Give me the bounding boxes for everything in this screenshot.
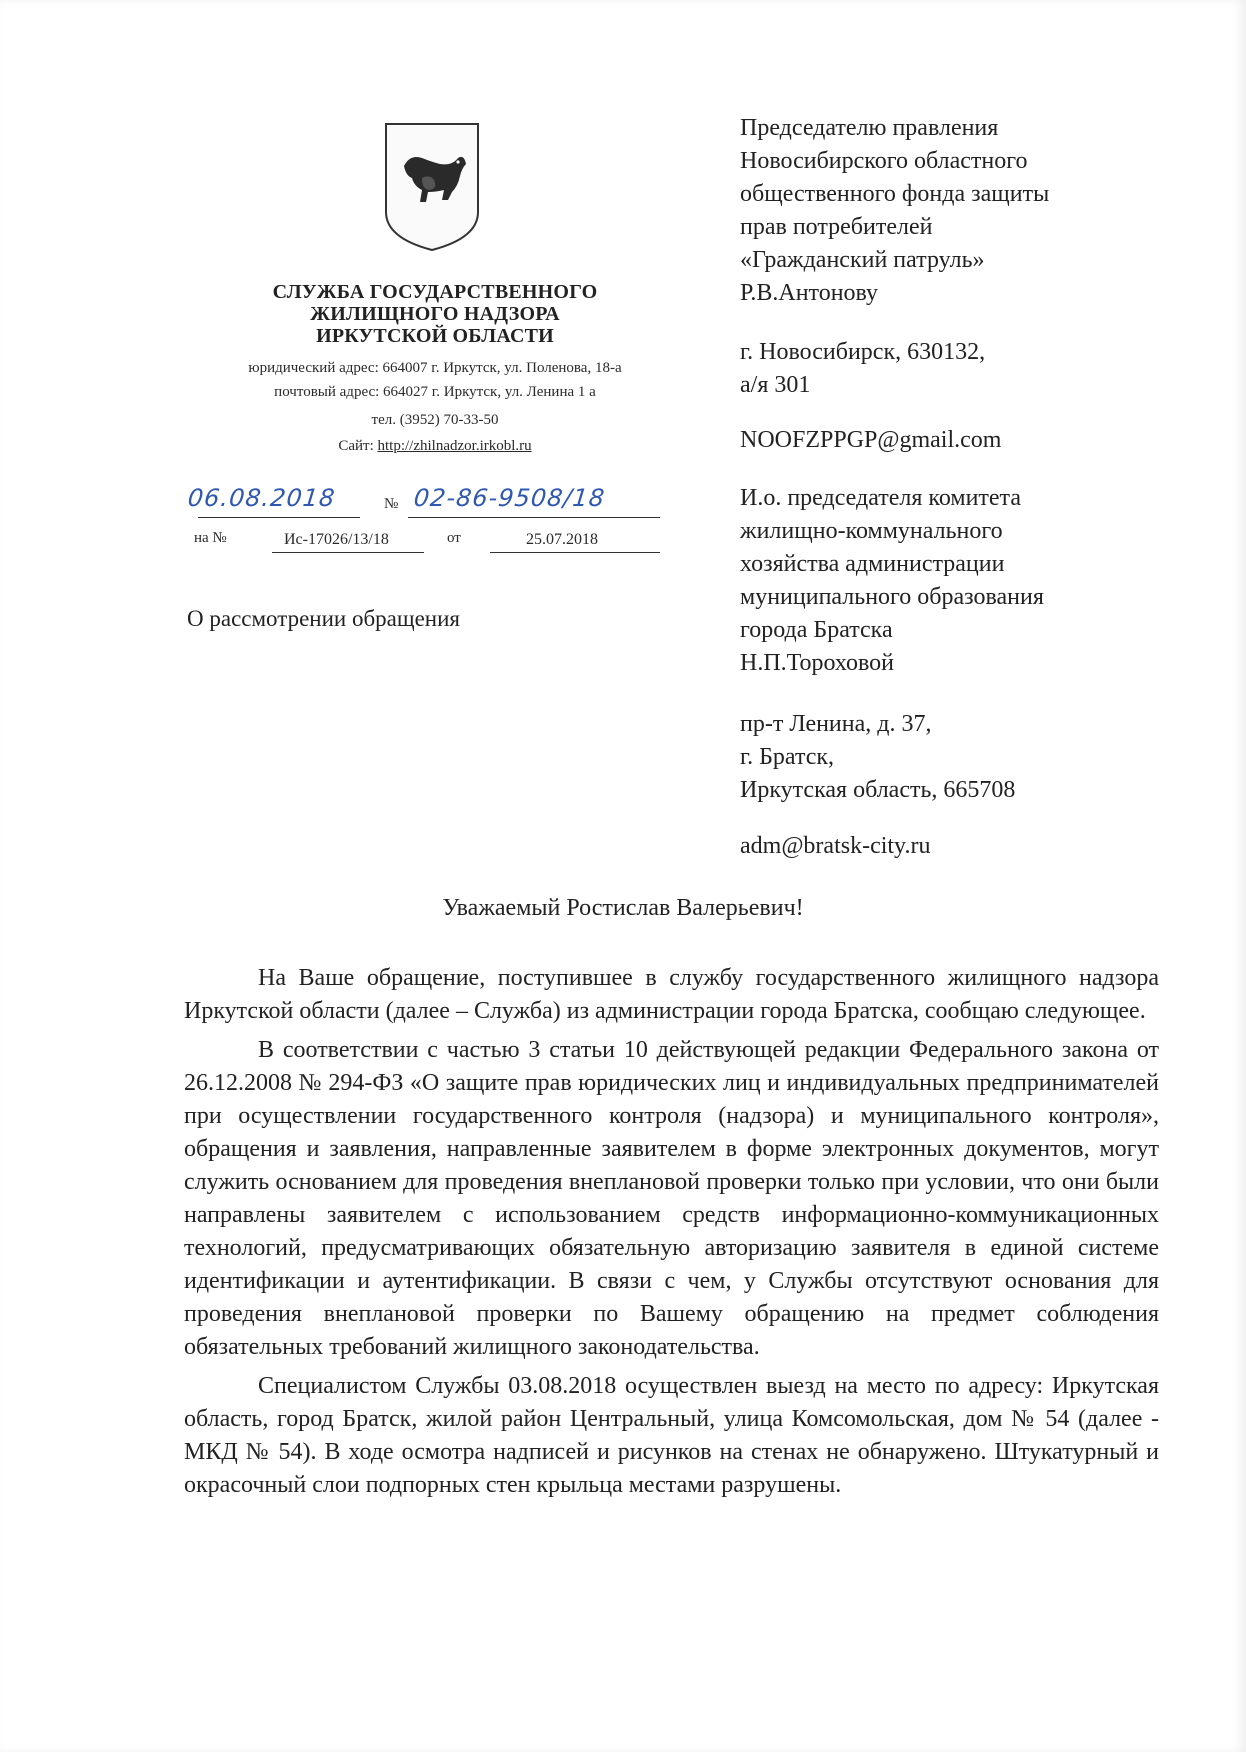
body-paragraph: На Ваше обращение, поступившее в службу государственного жилищного надзора Иркутской области (далее – Служба) из администрации города Братска, сообщаю следующее. [184, 965, 1159, 1024]
legal-address: юридический адрес: 664007 г. Иркутск, ул. Поленова, 18-а [248, 360, 622, 376]
recipient-1 [740, 112, 1210, 310]
recipient-2-line: муниципального образования [740, 584, 1044, 610]
site-line [180, 436, 690, 456]
site-link[interactable]: http://zhilnadzor.irkobl.ru [377, 438, 532, 454]
body-paragraph: В соответствии с частью 3 статьи 10 действующей редакции Федерального закона от 26.12.2008 № 294-ФЗ «О защите прав юридических лиц и индивидуальных предпринимателей при осуществлении государственного контроля (надзора) и муниципального контроля», обращения и заявления, направленные заявителем в форме электронных документов, могут служить основанием для проведения внеплановой проверки только при условии, что они были направлены заявителем с использованием средств информационно-коммуникационных технологий, предусматривающих обязательную авторизацию заявителя в единой системе идентификации и аутентификации. В связи с чем, у Службы отсутствуют основания для проведения внеплановой проверки по Вашему обращению на предмет соблюдения обязательных требований жилищного законодательства. [184, 1037, 1159, 1360]
recipient-2-address-line: пр-т Ленина, д. 37, [740, 711, 932, 737]
recipient-1-line: Новосибирского областного [740, 148, 1028, 174]
letter-subject: О рассмотрении обращения [187, 606, 460, 631]
phone: тел. (3952) 70-33-50 [371, 412, 499, 428]
recipient-2-email: adm@bratsk-city.ru [740, 833, 931, 859]
org-name-line-1: СЛУЖБА ГОСУДАРСТВЕННОГО [272, 281, 598, 303]
ref-number: Ис-17026/13/18 [284, 531, 389, 548]
ref-label: на № [194, 530, 227, 546]
org-name-line-2: ЖИЛИЩНОГО НАДЗОРА [310, 303, 560, 325]
recipient-2-line: хозяйства администрации [740, 551, 1005, 577]
irkutsk-coat-of-arms-icon [382, 120, 482, 254]
reg-number-sign: № [384, 496, 399, 512]
recipient-2-line: жилищно-коммунального [740, 518, 1003, 544]
ref-date-underline [490, 552, 660, 553]
reg-date-handwritten: 06.08.2018 [186, 484, 337, 512]
recipient-1-address-line: а/я 301 [740, 372, 811, 398]
postal-address: почтовый адрес: 664027 г. Иркутск, ул. Ленина 1 а [274, 384, 596, 400]
recipient-1-line: «Гражданский патруль» [740, 247, 985, 273]
org-name-line-3: ИРКУТСКОЙ ОБЛАСТИ [316, 325, 554, 347]
site-label: Сайт: [338, 438, 374, 454]
recipient-2-line: И.о. председателя комитета [740, 485, 1021, 511]
recipient-2-line: города Братска [740, 617, 893, 643]
reg-number-underline [408, 517, 660, 518]
recipient-2 [740, 482, 1210, 680]
recipient-1-email: NOOFZPPGP@gmail.com [740, 427, 1002, 453]
recipient-2-line: Н.П.Тороховой [740, 650, 895, 676]
salutation: Уважаемый Ростислав Валерьевич! [442, 895, 804, 921]
reg-date-underline [198, 517, 360, 518]
recipient-1-line: Председателю правления [740, 115, 999, 141]
recipient-1-line: общественного фонда защиты [740, 181, 1050, 207]
ref-number-underline [272, 552, 424, 553]
recipient-2-address-line: Иркутская область, 665708 [740, 777, 1016, 803]
ref-from-label: от [447, 530, 461, 546]
letter-body [184, 962, 1159, 1502]
recipient-2-address [740, 708, 1210, 807]
recipient-1-line: прав потребителей [740, 214, 933, 240]
reg-number-handwritten: 02-86-9508/18 [412, 484, 607, 512]
recipient-2-address-line: г. Братск, [740, 744, 835, 770]
recipient-1-address [740, 336, 1210, 402]
recipient-1-address-line: г. Новосибирск, 630132, [740, 339, 986, 365]
recipient-1-line: Р.В.Антонову [740, 280, 879, 306]
ref-date: 25.07.2018 [526, 531, 598, 548]
body-paragraph: Специалистом Службы 03.08.2018 осуществлен выезд на место по адресу: Иркутская область, город Братск, жилой район Центральный, улица Комсомольская, дом № 54 (далее - МКД № 54). В ходе осмотра надписей и рисунков на стенах не обнаружено. Штукатурный и окрасочный слои подпорных стен крыльца местами разрушены. [184, 1373, 1159, 1498]
